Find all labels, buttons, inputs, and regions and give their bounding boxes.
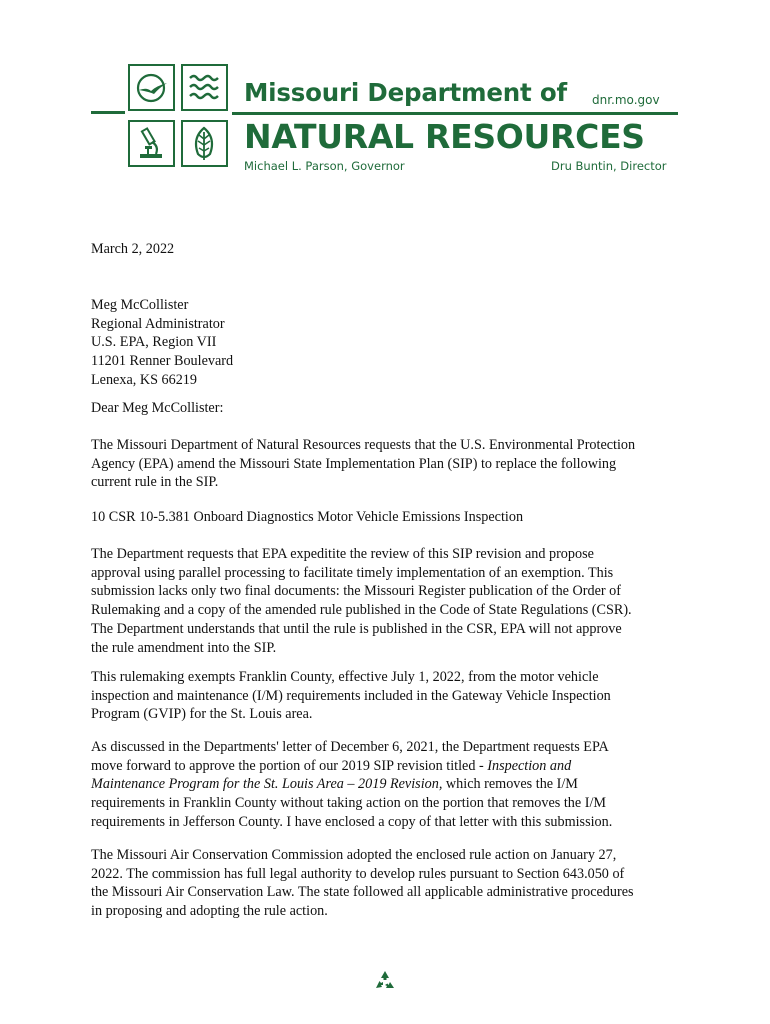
paragraph-commission: The Missouri Air Conservation Commission adopted the enclosed rule action on January 27, 2022. The commission has full legal authority to develop rules pursuant to Section 643.050 of the Missouri Air Conservation Law. The state followed all applicable administrative procedures in proposing and adopting the rule action. bbox=[91, 847, 634, 920]
website-link[interactable]: dnr.mo.gov bbox=[592, 93, 660, 107]
paragraph-parallel-processing: The Department requests that EPA expeditite the review of this SIP revision and propose approval using parallel processing to facilitate timely implementation of an exemption. This submission lacks only two final documents: the Missouri Register publication of the Order of Rulemaking and a copy of the amended rule published in the Code of State Regulations (CSR). The Department understands that until the rule is published in the CSR, EPA will not approve the rule amendment into the SIP. bbox=[91, 546, 632, 656]
letterhead-rule-left bbox=[91, 111, 125, 114]
letterhead-rule-main bbox=[232, 112, 678, 115]
department-title: Missouri Department of bbox=[244, 78, 567, 107]
recipient-address bbox=[91, 296, 691, 390]
governor-name: Michael L. Parson, Governor bbox=[244, 159, 405, 173]
water-waves-icon bbox=[181, 64, 228, 111]
recycle-icon bbox=[373, 969, 397, 993]
address-line: 11201 Renner Boulevard bbox=[91, 353, 234, 370]
address-line: U.S. EPA, Region VII bbox=[91, 334, 217, 351]
director-name: Dru Buntin, Director bbox=[551, 159, 667, 173]
microscope-icon bbox=[128, 120, 175, 167]
address-line: Regional Administrator bbox=[91, 315, 225, 332]
address-line: Meg McCollister bbox=[91, 297, 189, 313]
bird-sun-icon bbox=[128, 64, 175, 111]
address-line: Lenexa, KS 66219 bbox=[91, 371, 197, 388]
paragraph-request: The Missouri Department of Natural Resources requests that the U.S. Environmental Protection Agency (EPA) amend the Missouri State Implementation Plan (SIP) to replace the following current rule in the SIP. bbox=[91, 437, 636, 491]
paragraph-prior-letter: As discussed in the Departments' letter of December 6, 2021, the Department requests EPA move forward to approve the portion of our 2019 SIP revision titled - Inspection and Maintenance Program for the St. Louis Area – 2019 Revision, which removes the I/M requirements in Franklin County without taking action on the portion that removes the I/M requirements in Jefferson County. I have enclosed a copy of that letter with this submission. bbox=[91, 739, 613, 830]
department-subtitle: NATURAL RESOURCES bbox=[244, 117, 645, 156]
letter-date: March 2, 2022 bbox=[91, 241, 175, 257]
rule-citation: 10 CSR 10-5.381 Onboard Diagnostics Motor Vehicle Emissions Inspection bbox=[91, 509, 524, 525]
paragraph-exemption: This rulemaking exempts Franklin County, effective July 1, 2022, from the motor vehicle inspection and maintenance (I/M) requirements included in the Gateway Vehicle Inspection Program (GVIP) for the St. Louis area. bbox=[91, 669, 611, 723]
leaf-icon bbox=[181, 120, 228, 167]
salutation: Dear Meg McCollister: bbox=[91, 400, 224, 416]
